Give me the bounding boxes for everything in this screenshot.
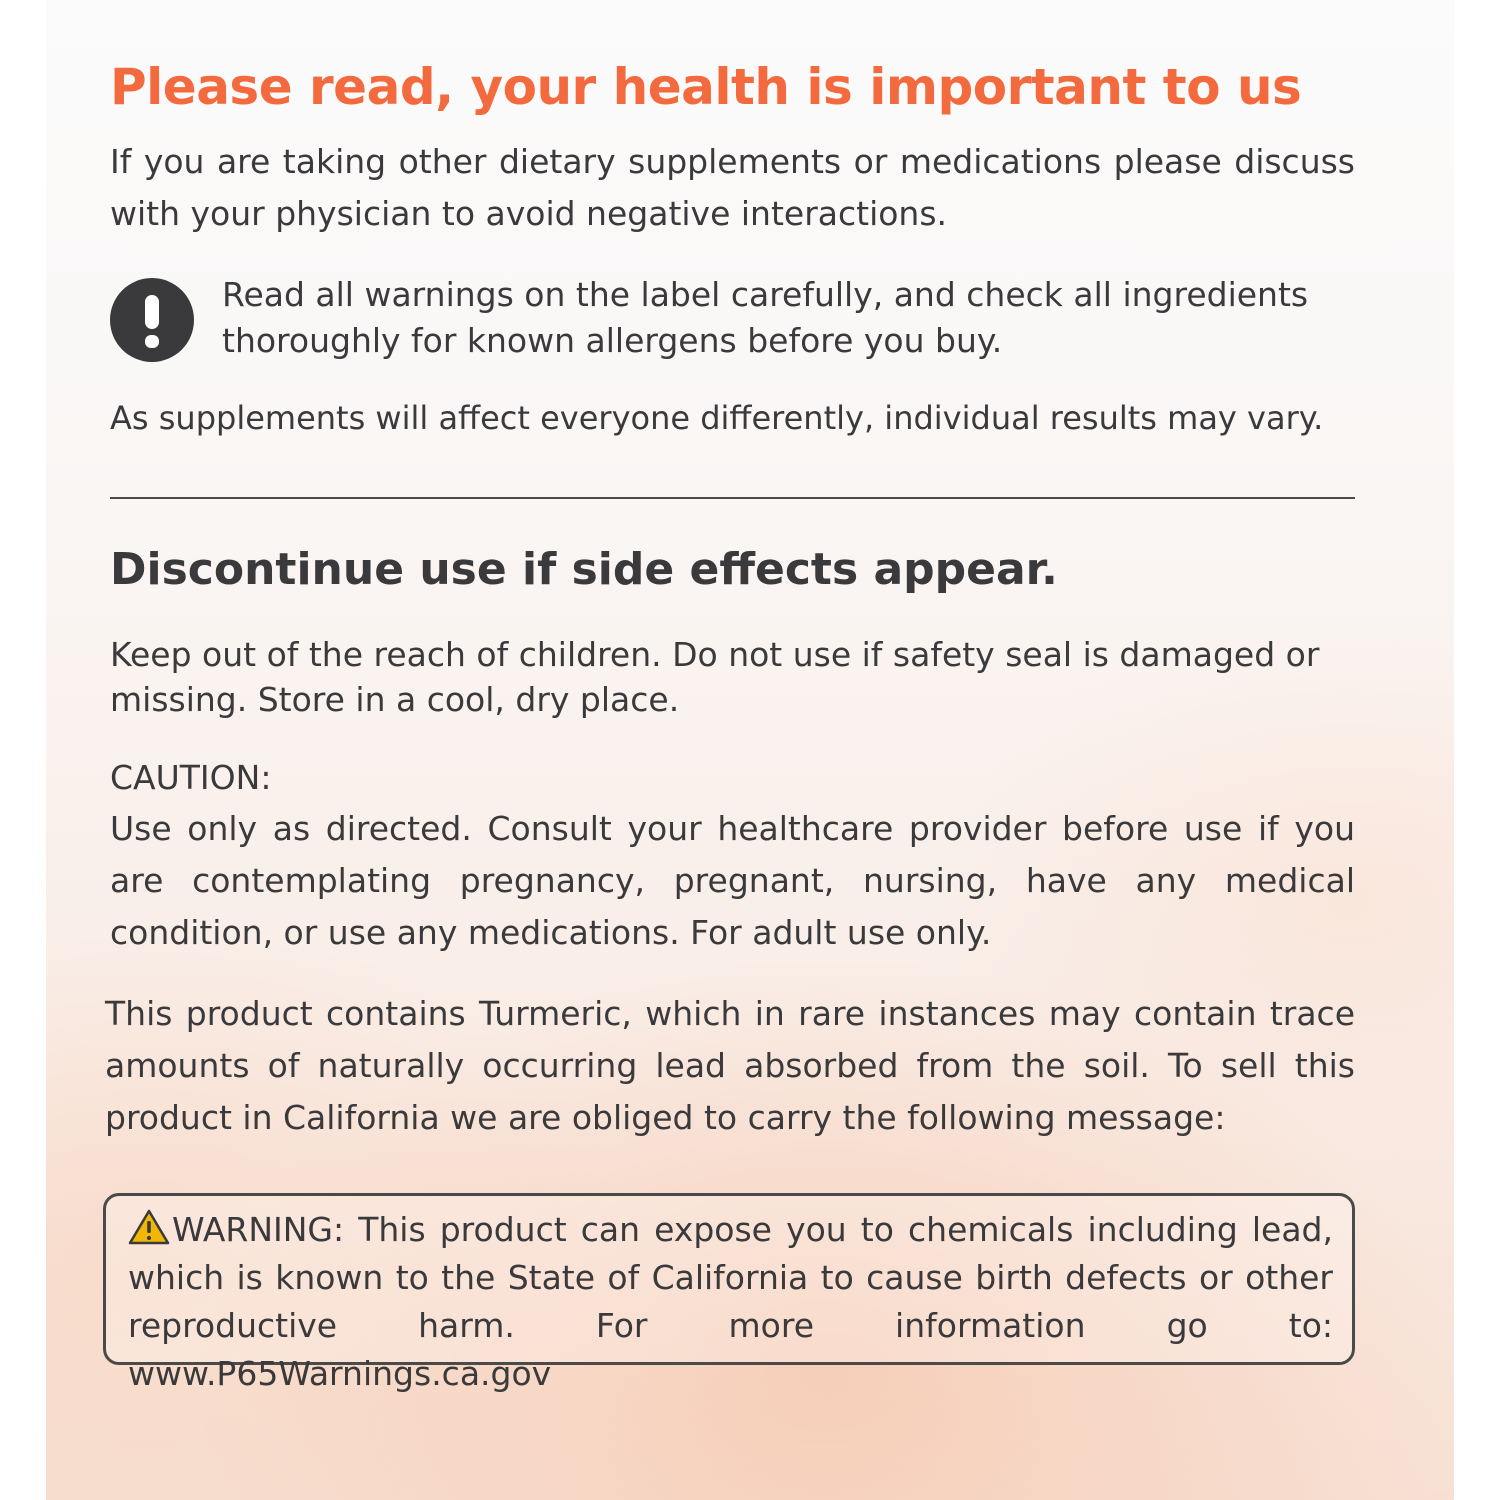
- left-margin-strip: [0, 0, 46, 1500]
- caution-label: CAUTION:: [110, 758, 272, 797]
- warning-triangle-icon: [128, 1209, 170, 1245]
- intro-paragraph: If you are taking other dietary supplements or medications please discuss with your physician to avoid negative interactions.: [110, 142, 1355, 233]
- results-note: As supplements will affect everyone differently, individual results may vary.: [110, 399, 1324, 437]
- discontinue-heading: Discontinue use if side effects appear.: [110, 544, 1058, 595]
- exclamation-icon: [110, 278, 194, 362]
- turmeric-paragraph: This product contains Turmeric, which in rare instances may contain trace amounts of naturally occurring lead absorbed from the soil. To sell this product in California we are obliged to carry the following message:: [105, 994, 1355, 1137]
- page-heading: Please read, your health is important to us: [110, 58, 1302, 116]
- section-divider: [110, 497, 1355, 499]
- caution-paragraph: Use only as directed. Consult your healthcare provider before use if you are contemplating pregnancy, pregnant, nursing, have any medical condition, or use any medications. For adult use only.: [110, 809, 1355, 952]
- right-margin-strip: [1454, 0, 1500, 1500]
- prop65-warning-text: WARNING: This product can expose you to chemicals including lead, which is known to the State of California to cause birth defects or other reproductive harm. For more information go to: www.P65Warnings.ca.gov: [128, 1210, 1333, 1393]
- allergen-notice: Read all warnings on the label carefully, and check all ingredients thoroughly for known allergens before you buy.: [222, 275, 1309, 360]
- prop65-warning-box: [103, 1193, 1355, 1393]
- storage-paragraph: Keep out of the reach of children. Do not use if safety seal is damaged or missing. Store in a cool, dry place.: [110, 635, 1320, 719]
- prop65-warning: [128, 1206, 1333, 1398]
